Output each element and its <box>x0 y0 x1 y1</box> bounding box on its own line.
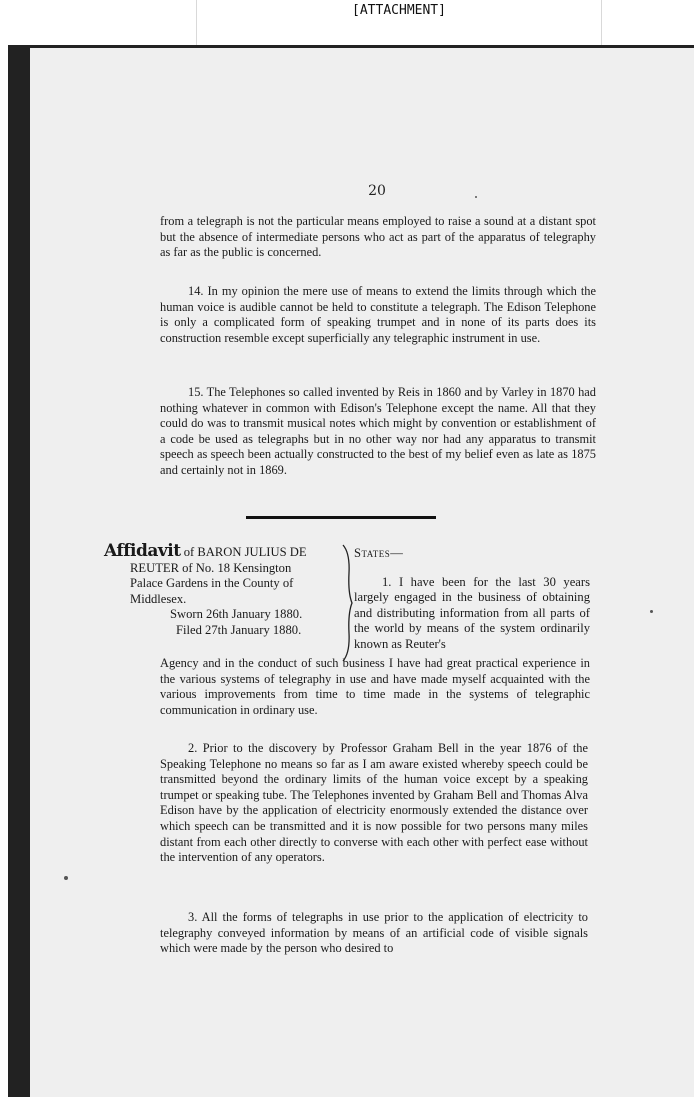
paragraph-3: 3. All the forms of telegraphs in use prior to the application of electricity to telegraphy conveyed information by means of an artificial code of visible signals which were made by the person who desired to <box>160 910 588 956</box>
attachment-label: [ATTACHMENT] <box>196 0 602 48</box>
paragraph-intro: from a telegraph is not the particular means employed to raise a sound at a distant spot but the absence of intermediate persons who act as part of the apparatus of telegraphy as far as the public is concerned. <box>160 214 596 260</box>
affidavit-heading: Affidavit <box>104 541 181 561</box>
page-number: 20 <box>368 183 386 199</box>
states-heading: States— <box>354 546 404 560</box>
affidavit-line-3: Palace Gardens in the County of <box>130 576 294 591</box>
affidavit-line-1: of BARON JULIUS DE <box>183 545 307 559</box>
section-divider <box>246 516 436 519</box>
speck-mark <box>650 610 653 613</box>
brace-mark <box>340 543 354 663</box>
paragraph-14: 14. In my opinion the mere use of means to extend the limits through which the human voice is audible cannot be held to constitute a telegraph. The Edison Telephone is only a complicated form of speaking trumpet and in none of its parts does its construction resemble except superficially any telegraphic instrument in use. <box>160 284 596 345</box>
paragraph-15: 15. The Telephones so called invented by Reis in 1860 and by Varley in 1870 had nothing whatever in common with Edison's Telephone except the name. All that they could do was to transmit musical notes which might by convention or establishment of a code be used as telegraphs but in no other way nor had any apparatus to transmit speech as speech been actually constructed to the best of my belief even as late as 1875 and certainly not in 1869. <box>160 385 596 477</box>
states-column <box>354 546 590 653</box>
paragraph-1-column: 1. I have been for the last 30 years largely engaged in the business of obtaining and distributing information from all parts of the world by means of the system ordinarily known as Reuter's <box>354 574 590 651</box>
sworn-date: Sworn 26th January 1880. <box>170 607 303 622</box>
filed-date: Filed 27th January 1880. <box>176 622 302 637</box>
paragraph-1-continued: Agency and in the conduct of such business I have had great practical experience in the various systems of telegraphy in use and have made myself acquainted with the various improvements from time to time made in the systems of telegraphic communication in ordinary use. <box>160 656 590 717</box>
affidavit-line-2: REUTER of No. 18 Kensington <box>130 560 292 575</box>
speck-mark <box>475 196 477 198</box>
affidavit-title-block <box>104 541 344 639</box>
affidavit-line-4: Middlesex. <box>130 591 187 606</box>
speck-mark <box>64 876 68 880</box>
paragraph-2: 2. Prior to the discovery by Professor Graham Bell in the year 1876 of the Speaking Telephone no means so far as I am aware existed whereby speech could be transmitted beyond the ordinary limits of the human voice except by a speaking trumpet or speaking tube. The Telephones invented by Graham Bell and Thomas Alva Edison have by the application of electricity enormously extended the distance over which speech can be transmitted and it is now possible for two persons many miles distant from each other directly to converse with each other with perfect ease without the intervention of any operators. <box>160 741 588 865</box>
